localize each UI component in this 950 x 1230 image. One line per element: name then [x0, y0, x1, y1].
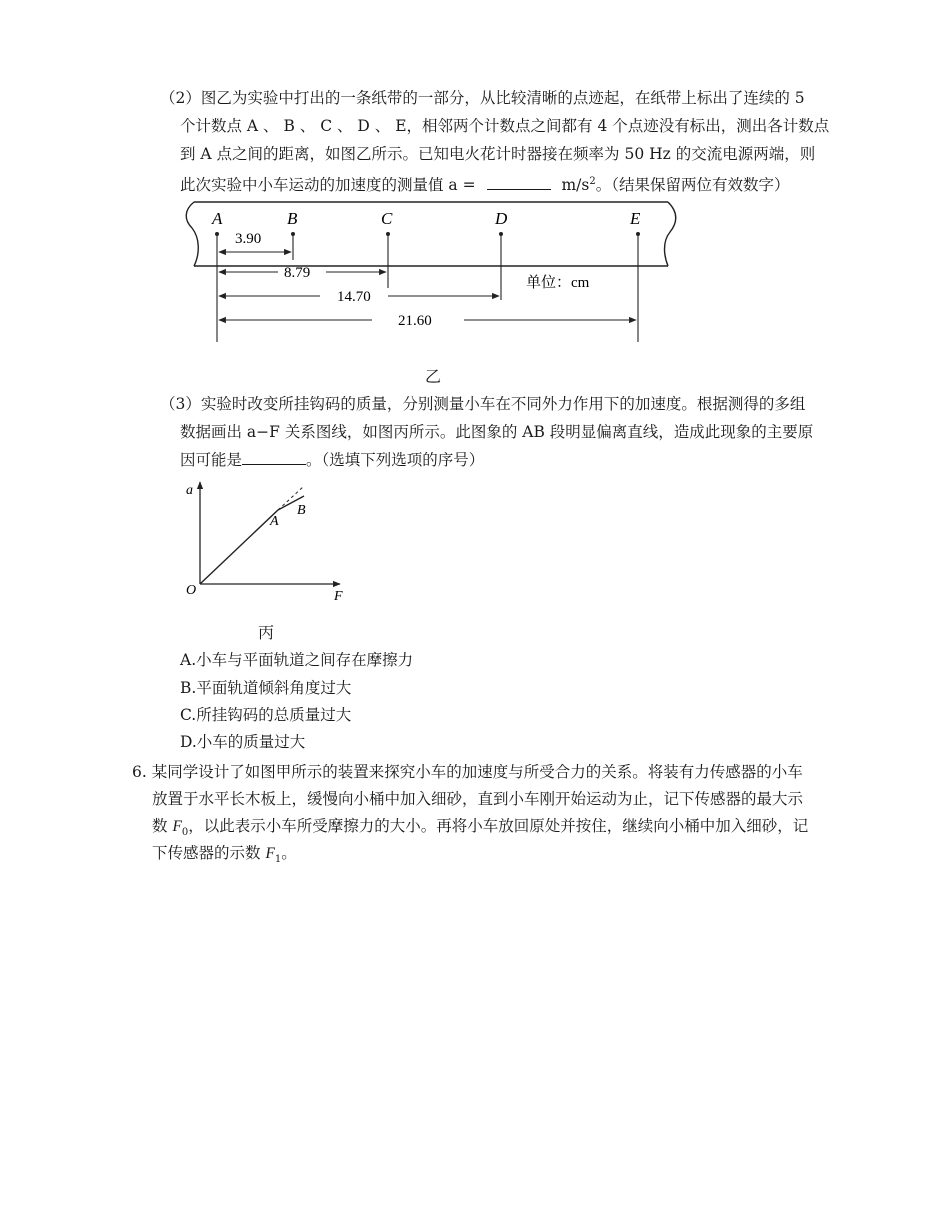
unit-text: m/s [561, 176, 590, 195]
tape-points [211, 209, 641, 236]
point-b-label: B [297, 503, 306, 518]
option-d[interactable]: D.小车的质量过大 [180, 733, 306, 751]
q6-line-3-text: 数 [152, 817, 168, 835]
q3-line-1: （3）实验时改变所挂钩码的质量，分别测量小车在不同外力作用下的加速度。根据测得的多组 [160, 395, 806, 413]
distance-ae: 21.60 [398, 313, 432, 329]
answer-blank-acceleration[interactable] [487, 175, 551, 190]
tape-label-e: E [630, 209, 641, 228]
variable-f0-subscript: 0 [181, 827, 189, 839]
figure-caption-bing: 丙 [258, 623, 275, 642]
q6-line-4-suffix: 。 [281, 844, 297, 862]
tape-label-a: A [212, 209, 223, 228]
unit-exponent: 2 [589, 176, 596, 187]
q3-line-3 [180, 450, 484, 470]
distance-ac: 8.79 [284, 265, 311, 281]
q2-line-4-suffix: 。（结果保留两位有效数字） [595, 176, 790, 195]
q3-line-3-suffix: 。（选填下列选项的序号） [306, 451, 485, 469]
tape-label-c: C [381, 209, 393, 228]
answer-blank-option[interactable] [242, 450, 306, 465]
a-f-curve [200, 496, 304, 584]
q2-line-2: 个计数点 A 、 B 、 C 、 D 、 E，相邻两个计数点之间都有 4 个点迹没有标出，测出各计数点 [180, 117, 830, 135]
paper-tape-figure [180, 196, 680, 348]
origin-label: O [186, 583, 197, 598]
option-a[interactable]: A.小车与平面轨道之间存在摩擦力 [180, 651, 414, 669]
distance-ab: 3.90 [235, 231, 262, 247]
q2-line-3: 到 A 点之间的距离，如图乙所示。已知电火花计时器接在频率为 50 Hz 的交流电源两端，则 [180, 145, 816, 163]
y-axis-label: a [186, 483, 193, 498]
q6-line-2: 放置于水平长木板上，缓慢向小桶中加入细砂，直到小车刚开始运动为止，记下传感器的最大示 [152, 790, 804, 808]
q3-line-3-text: 因可能是 [180, 451, 243, 469]
distance-ad: 14.70 [337, 289, 371, 305]
tape-label-b: B [287, 209, 298, 228]
option-c[interactable]: C.所挂钩码的总质量过大 [180, 706, 352, 724]
q6-line-4-text: 下传感器的示数 [152, 844, 261, 862]
q6-line-3 [152, 816, 808, 843]
q2-line-4 [180, 172, 789, 195]
option-b[interactable]: B.平面轨道倾斜角度过大 [180, 679, 352, 697]
variable-f1: F [265, 845, 275, 862]
q6-line-1: 6. 某同学设计了如图甲所示的装置来探究小车的加速度与所受合力的关系。将装有力传感器的小车 [132, 763, 803, 781]
q6-line-3-suffix: ，以此表示小车所受摩擦力的大小。再将小车放回原处并按住，继续向小桶中加入细砂，记 [188, 817, 809, 835]
variable-f0: F [172, 818, 182, 835]
tape-label-d: D [495, 209, 508, 228]
q2-line-4-text: 此次实验中小车运动的加速度的测量值 a = [180, 176, 476, 195]
figure-caption-yi: 乙 [425, 367, 442, 386]
q3-line-2: 数据画出 a−F 关系图线，如图丙所示。此图象的 AB 段明显偏离直线，造成此现象的主要原 [180, 423, 814, 441]
q2-line-1: （2）图乙为实验中打出的一条纸带的一部分，从比较清晰的点迹起，在纸带上标出了连续的 5 [160, 89, 805, 107]
x-axis-label: F [334, 589, 343, 604]
q6-line-4 [152, 843, 297, 870]
variable-f1-subscript: 1 [274, 854, 282, 866]
point-a-label: A [270, 514, 279, 529]
a-f-graph [180, 476, 350, 606]
unit-label: 单位：cm [526, 275, 590, 291]
